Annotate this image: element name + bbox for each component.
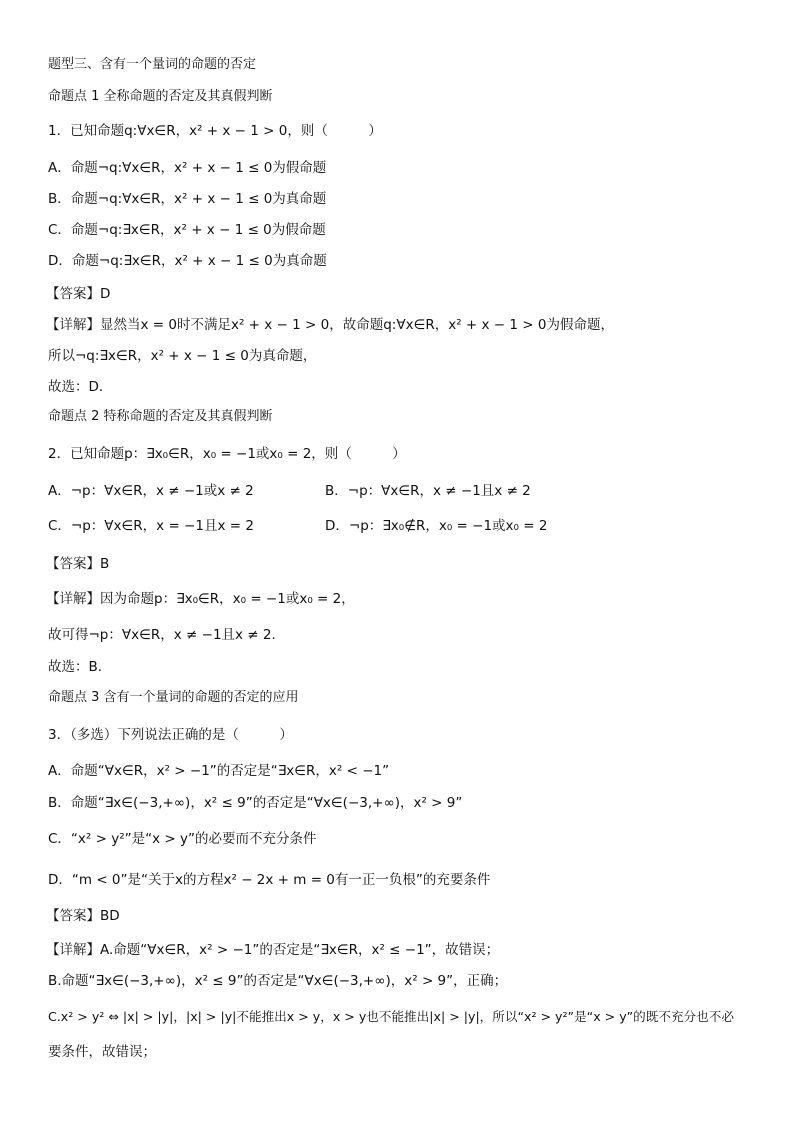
question-3-detail-line-4: 要条件，故错误； [48, 1044, 156, 1060]
question-1-detail-line-2: 所以¬q:∃x∈R，x² + x − 1 ≤ 0为真命题， [48, 348, 317, 364]
question-1-option-d: D．命题¬q:∃x∈R，x² + x − 1 ≤ 0为真命题 [48, 253, 327, 269]
topic-heading-1: 命题点 1 全称命题的否定及其真假判断 [48, 89, 273, 104]
topic-heading-3: 命题点 3 含有一个量词的命题的否定的应用 [48, 690, 299, 705]
question-1-detail-line-1: 【详解】显然当x = 0时不满足x² + x − 1 > 0，故命题q:∀x∈R，x² + x − 1 > 0为假命题， [46, 317, 614, 333]
question-3-stem: 3．（多选）下列说法正确的是（ ） [48, 727, 293, 743]
question-3-detail-line-2: B.命题“∃x∈(−3,+∞)，x² ≤ 9”的否定是“∀x∈(−3,+∞)，x² > 9”，正确； [48, 973, 508, 989]
section-title: 题型三、含有一个量词的命题的否定 [48, 57, 257, 72]
question-1-option-a: A．命题¬q:∀x∈R，x² + x − 1 ≤ 0为假命题 [48, 160, 327, 176]
question-1-stem: 1．已知命题q:∀x∈R，x² + x − 1 > 0，则（ ） [48, 123, 382, 139]
question-3-detail-line-1: 【详解】A.命题“∀x∈R，x² > −1”的否定是“∃x∈R，x² ≤ −1”，故错误； [46, 942, 500, 958]
question-3-option-b: B．命题“∃x∈(−3,+∞)，x² ≤ 9”的否定是“∀x∈(−3,+∞)，x² > 9” [48, 795, 463, 811]
question-1-detail-line-3: 故选：D． [48, 379, 113, 395]
question-2-option-a: A．¬p：∀x∈R，x ≠ −1或x ≠ 2 [48, 483, 254, 499]
question-2-option-d: D．¬p：∃x₀∉R，x₀ = −1或x₀ = 2 [325, 518, 548, 534]
question-2-stem: 2．已知命题p：∃x₀∈R，x₀ = −1或x₀ = 2，则（ ） [48, 446, 406, 462]
question-2-detail-line-2: 故可得¬p：∀x∈R，x ≠ −1且x ≠ 2. [48, 627, 276, 643]
question-1-option-b: B．命题¬q:∀x∈R，x² + x − 1 ≤ 0为真命题 [48, 191, 327, 207]
question-3-detail-line-3: C.x² > y² ⇔ |x| > |y|，|x| > |y|不能推出x > y，x > y也不能推出|x| > |y|，所以“x² > y²”是“x > y”的既不充分也不必 [48, 1009, 734, 1024]
question-2-option-c: C．¬p：∀x∈R，x = −1且x = 2 [48, 518, 254, 534]
question-3-option-d: D．“m < 0”是“关于x的方程x² − 2x + m = 0有一正一负根”的充要条件 [48, 872, 491, 888]
question-2-option-b: B．¬p：∀x∈R，x ≠ −1且x ≠ 2 [325, 483, 531, 499]
topic-heading-2: 命题点 2 特称命题的否定及其真假判断 [48, 409, 273, 424]
question-3-option-c: C．“x² > y²”是“x > y”的必要而不充分条件 [48, 831, 317, 847]
question-3-option-a: A．命题“∀x∈R，x² > −1”的否定是“∃x∈R，x² < −1” [48, 763, 390, 779]
question-2-answer: 【答案】B [46, 556, 110, 572]
question-2-detail-line-1: 【详解】因为命题p：∃x₀∈R，x₀ = −1或x₀ = 2， [46, 591, 355, 607]
question-3-answer: 【答案】BD [46, 908, 120, 924]
question-1-option-c: C．命题¬q:∃x∈R，x² + x − 1 ≤ 0为假命题 [48, 222, 326, 238]
question-2-detail-line-3: 故选：B. [48, 659, 103, 675]
question-1-answer: 【答案】D [46, 286, 111, 302]
